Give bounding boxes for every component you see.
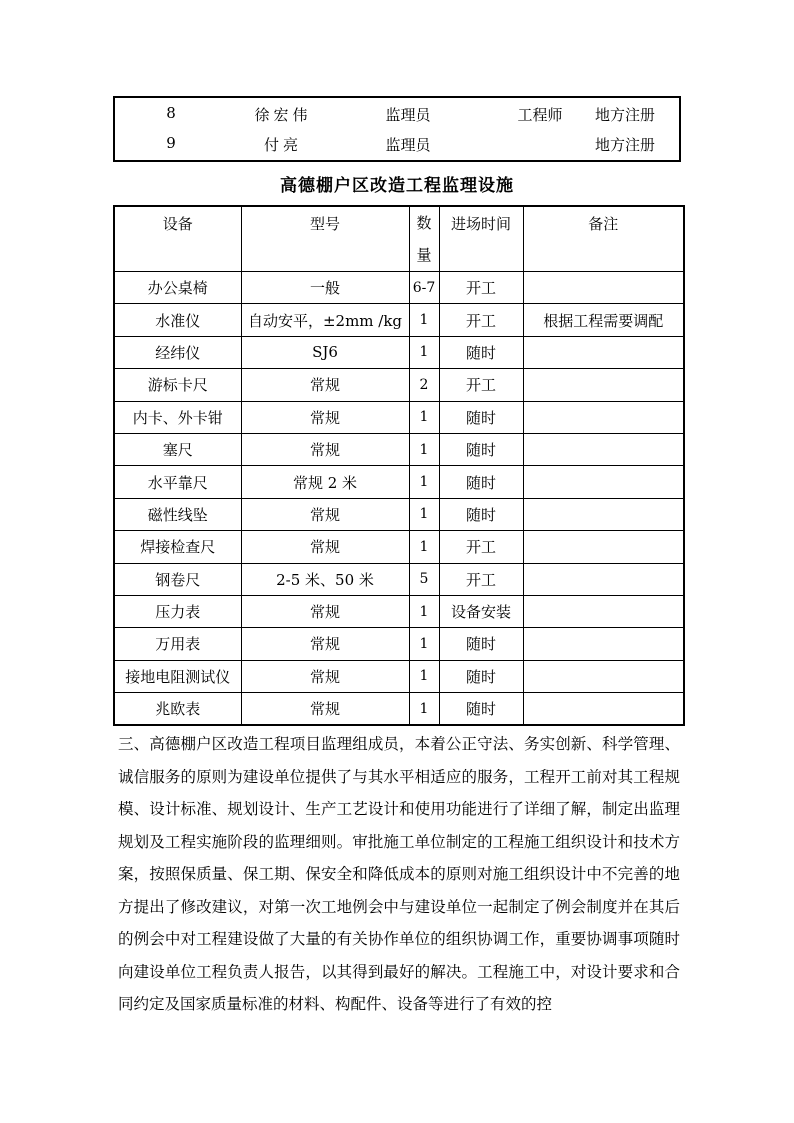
device-cell: 焊接检查尺 [114,531,241,563]
entry-time-cell: 开工 [439,563,523,595]
table-row [114,401,684,433]
staff-name: 付亮 [263,136,302,154]
table-row [114,466,684,498]
device-cell: 钢卷尺 [114,563,241,595]
qty-cell: 1 [409,304,439,336]
table-row [114,531,684,563]
staff-name: 徐宏伟 [254,106,312,124]
model-cell: 常规 [241,498,409,530]
entry-time-cell: 开工 [439,272,523,304]
qty-cell: 1 [409,595,439,627]
staff-registration: 地方注册 [594,136,655,154]
model-cell: 常规 [241,369,409,401]
entry-time-cell: 随时 [439,628,523,660]
staff-row [115,99,679,129]
table-row [114,272,684,304]
model-cell: 常规 [241,531,409,563]
qty-cell: 2 [409,369,439,401]
remarks-cell: 根据工程需要调配 [523,304,684,336]
device-cell: 内卡、外卡钳 [114,401,241,433]
remarks-cell [523,660,684,692]
qty-cell: 1 [409,531,439,563]
staff-role: 监理员 [385,136,431,154]
model-cell: 常规 [241,693,409,725]
column-header-remarks: 备注 [523,206,684,272]
model-cell: 一般 [241,272,409,304]
model-cell: 自动安平，±2mm /kg [241,304,409,336]
column-header-model: 型号 [241,206,409,272]
remarks-cell [523,401,684,433]
model-cell: 常规 [241,433,409,465]
remarks-cell [523,272,684,304]
device-cell: 接地电阻测试仪 [114,660,241,692]
table-header-row [114,206,684,272]
remarks-cell [523,369,684,401]
model-cell: 2-5 米、50 米 [241,563,409,595]
qty-header-line1: 数 [416,214,432,232]
table-row [114,369,684,401]
model-cell: SJ6 [241,336,409,368]
entry-time-cell: 随时 [439,498,523,530]
entry-time-cell: 开工 [439,369,523,401]
qty-cell: 1 [409,660,439,692]
device-cell: 兆欧表 [114,693,241,725]
model-cell: 常规 [241,660,409,692]
remarks-cell [523,628,684,660]
staff-row [115,129,679,159]
qty-cell: 1 [409,498,439,530]
staff-number: 9 [166,134,176,152]
model-cell: 常规 2 米 [241,466,409,498]
column-header-entry-time: 进场时间 [439,206,523,272]
device-cell: 水平靠尺 [114,466,241,498]
table-row [114,433,684,465]
qty-header-line2: 量 [416,246,432,264]
table-row [114,563,684,595]
table-row [114,304,684,336]
staff-title: 工程师 [517,106,563,124]
remarks-cell [523,531,684,563]
qty-cell: 1 [409,466,439,498]
entry-time-cell: 随时 [439,433,523,465]
qty-cell: 6-7 [409,272,439,304]
model-cell: 常规 [241,595,409,627]
body-paragraph: 三、高德棚户区改造工程项目监理组成员，本着公正守法、务实创新、科学管理、诚信服务的原则为建设单位提供了与其水平相适应的服务，工程开工前对其工程规模、设计标准、规划设计、生产工艺设计和使用功能进行了详细了解，制定出监理规划及工程实施阶段的监理细则。审批施工单位制定的工程施工组织设计和技术方案，按照保质量、保工期、保安全和降低成本的原则对施工组织设计中不完善的地方提出了修改建议，对第一次工地例会中与建设单位一起制定了例会制度并在其后的例会中对工程建设做了大量的有关协作单位的组织协调工作，重要协调事项随时向建设单位工程负责人报告，以其得到最好的解决。工程施工中，对设计要求和合同约定及国家质量标准的材料、构配件、设备等进行了有效的控 [118,735,680,1013]
device-cell: 塞尺 [114,433,241,465]
device-cell: 万用表 [114,628,241,660]
qty-cell: 1 [409,336,439,368]
device-cell: 磁性线坠 [114,498,241,530]
staff-table [113,96,681,162]
remarks-cell [523,595,684,627]
entry-time-cell: 随时 [439,401,523,433]
remarks-cell [523,563,684,595]
qty-cell: 1 [409,433,439,465]
section-title: 高德棚户区改造工程监理设施 [280,176,514,196]
table-row [114,336,684,368]
device-cell: 经纬仪 [114,336,241,368]
device-cell: 水准仪 [114,304,241,336]
entry-time-cell: 随时 [439,660,523,692]
entry-time-cell: 设备安装 [439,595,523,627]
column-header-device: 设备 [114,206,241,272]
column-header-qty [409,206,439,272]
table-row [114,660,684,692]
qty-cell: 5 [409,563,439,595]
table-row [114,498,684,530]
equipment-table [113,205,685,726]
entry-time-cell: 随时 [439,693,523,725]
remarks-cell [523,336,684,368]
entry-time-cell: 开工 [439,304,523,336]
entry-time-cell: 开工 [439,531,523,563]
remarks-cell [523,498,684,530]
qty-cell: 1 [409,628,439,660]
remarks-cell [523,693,684,725]
staff-role: 监理员 [385,106,431,124]
entry-time-cell: 随时 [439,466,523,498]
model-cell: 常规 [241,401,409,433]
qty-cell: 1 [409,401,439,433]
device-cell: 压力表 [114,595,241,627]
model-cell: 常规 [241,628,409,660]
qty-cell: 1 [409,693,439,725]
device-cell: 办公桌椅 [114,272,241,304]
entry-time-cell: 随时 [439,336,523,368]
table-row [114,693,684,725]
remarks-cell [523,466,684,498]
table-row [114,595,684,627]
staff-number: 8 [166,104,176,122]
remarks-cell [523,433,684,465]
staff-registration: 地方注册 [594,106,655,124]
table-row [114,628,684,660]
device-cell: 游标卡尺 [114,369,241,401]
